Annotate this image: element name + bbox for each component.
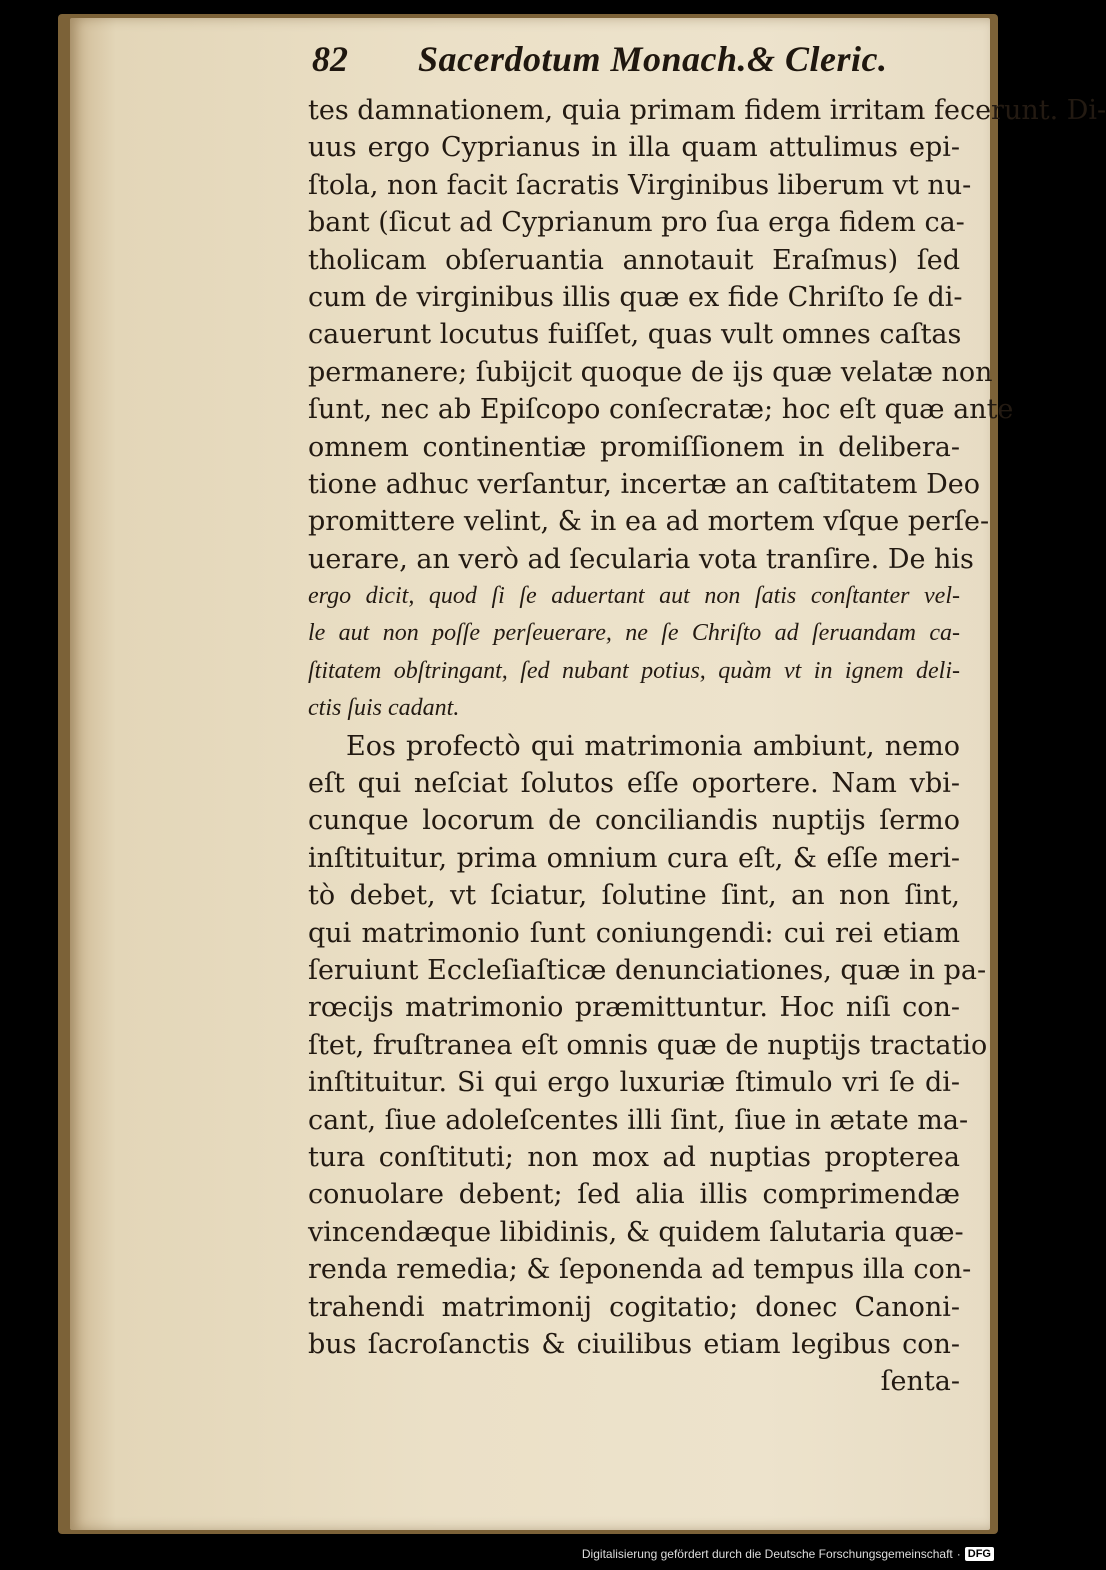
dfg-logo-icon: DFG	[965, 1547, 994, 1561]
text-line: cauerunt locutus fuiſſet, quas vult omnes caſtas	[308, 319, 962, 351]
quoted-line: ſtitatem obſtringant, ſed nubant potius, quàm vt in ignem deli-	[308, 657, 960, 684]
text-line: tholicam obſeruantia annotauit Eraſmus) ſed	[308, 244, 960, 276]
quoted-line: ctis ſuis cadant.	[308, 695, 460, 722]
text-line: vincendæque libidinis, & quidem ſalutaria quæ-	[308, 1216, 964, 1248]
text-line: promittere velint, & in ea ad mortem vſque perſe-	[308, 506, 990, 538]
text-line: permanere; ſubijcit quoque de ijs quæ velatæ non	[308, 356, 993, 388]
text-line: tò debet, vt ſciatur, ſolutine ſint, an non ſint,	[308, 880, 960, 912]
text-line: cunque locorum de conciliandis nuptijs ſermo	[308, 805, 960, 837]
text-line: renda remedia; & ſeponenda ad tempus illa con-	[308, 1254, 972, 1286]
text-line: tione adhuc verſantur, incertæ an caſtitatem Deo	[308, 468, 980, 500]
text-line: omnem continentiæ promiſſionem in delibera-	[308, 431, 960, 463]
page-header	[312, 38, 932, 88]
text-line: bant (ſicut ad Cyprianum pro ſua erga fidem ca-	[308, 207, 965, 239]
digitization-credit: Digitalisierung gefördert durch die Deutsche Forschungsgemeinschaft · DFG	[582, 1541, 994, 1567]
text-line: cant, ſiue adoleſcentes illi ſint, ſiue in ætate ma-	[308, 1104, 969, 1136]
text-line: qui matrimonio ſunt coniungendi: cui rei etiam	[308, 917, 960, 949]
text-line: inſtituitur, prima omnium cura eſt, & eſſe meri-	[308, 842, 960, 874]
quoted-line: le aut non poſſe perſeuerare, ne ſe Chriſto ad ſeruandam ca-	[308, 620, 960, 647]
text-line: eſt qui neſciat ſolutos eſſe oportere. Nam vbi-	[308, 768, 960, 800]
running-head: Sacerdotum Monach.& Cleric.	[418, 39, 888, 79]
text-line: conuolare debent; ſed alia illis comprimendæ	[308, 1179, 960, 1211]
credit-text: Digitalisierung gefördert durch die Deutsche Forschungsgemeinschaft	[581, 1547, 953, 1561]
text-line: cum de virginibus illis quæ ex fide Chriſto ſe di-	[308, 281, 963, 313]
text-line: ſtet, fruſtranea eſt omnis quæ de nuptijs tractatio	[308, 1029, 988, 1061]
page-number: 82	[312, 39, 348, 79]
quoted-line: ergo dicit, quod ſi ſe aduertant aut non ſatis conſtanter vel-	[308, 583, 960, 610]
text-line: ſunt, nec ab Epiſcopo conſecratæ; hoc eſt quæ ante	[308, 394, 1014, 426]
text-line: inſtituitur. Si qui ergo luxuriæ ſtimulo vri ſe di-	[308, 1067, 960, 1099]
text-line: rœcijs matrimonio præmittuntur. Hoc niſi con-	[308, 992, 960, 1024]
text-line: uerare, an verò ad ſecularia vota tranſire. De his	[308, 543, 974, 575]
text-line: bus ſacroſanctis & ciuilibus etiam legibus con-	[308, 1328, 960, 1360]
text-line: trahendi matrimonij cogitatio; donec Canoni-	[308, 1291, 960, 1323]
body-text	[308, 92, 1106, 1401]
text-line: ſtola, non facit ſacratis Virginibus liberum vt nu-	[308, 169, 972, 201]
text-line: ſeruiunt Eccleſiaſticæ denunciationes, quæ in pa-	[308, 954, 987, 986]
paragraph-start-line: Eos profectò qui matrimonia ambiunt, nemo	[346, 730, 960, 762]
text-line: uus ergo Cyprianus in illa quam attulimus epi-	[308, 132, 960, 164]
text-line: tura conſtituti; non mox ad nuptias propterea	[308, 1141, 960, 1173]
text-line: tes damnationem, quia primam fidem irritam fecerunt. Di-	[308, 95, 1106, 126]
catchword: ſenta-	[880, 1366, 960, 1398]
